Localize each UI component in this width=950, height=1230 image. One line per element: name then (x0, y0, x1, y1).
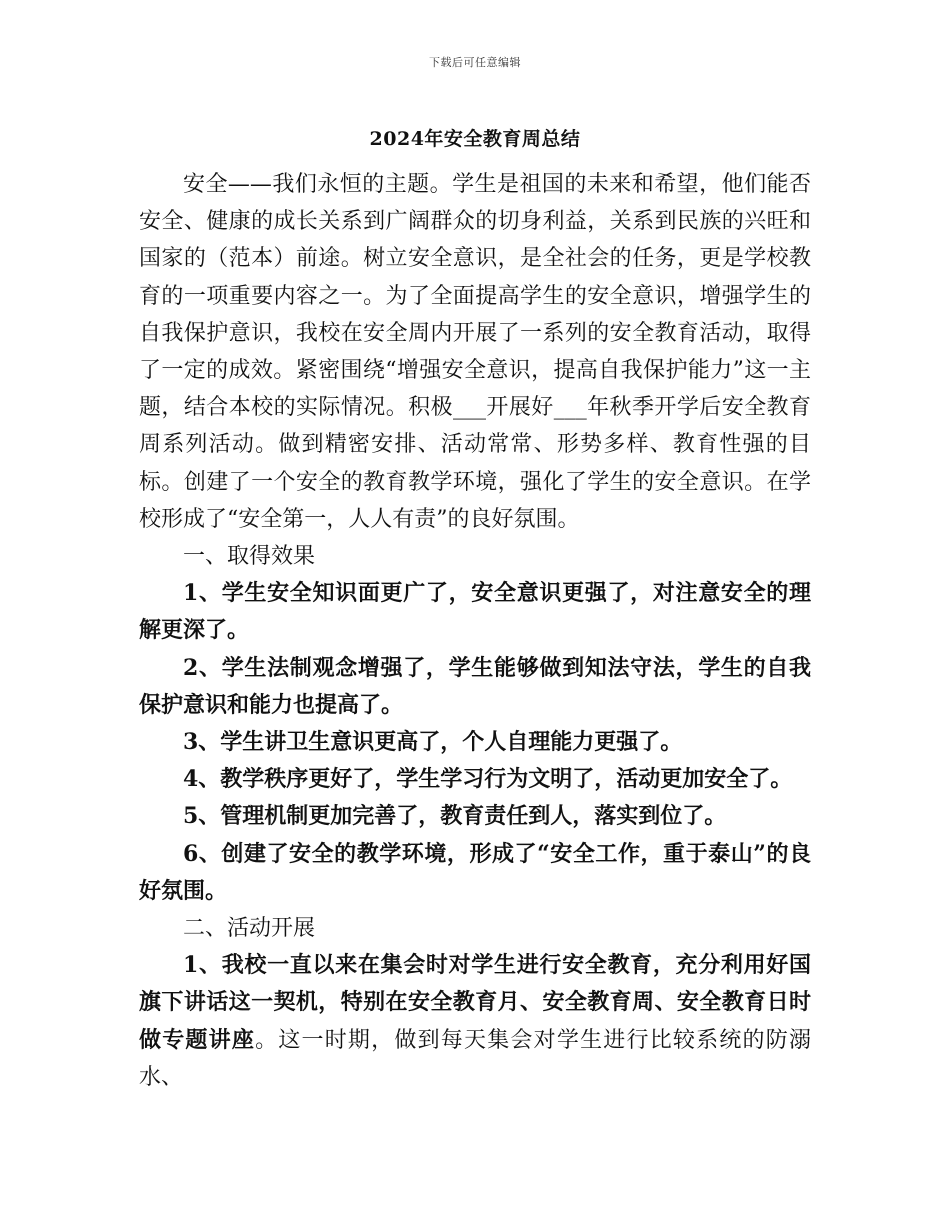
activity-item (139, 947, 811, 1096)
result-item: 4、教学秩序更好了，学生学习行为文明了，活动更加安全了。 (183, 766, 793, 793)
section-heading-results: 一、取得效果 (183, 544, 316, 570)
result-item: 5、管理机制更加完善了，教育责任到人，落实到位了。 (183, 803, 727, 830)
result-item: 1、学生安全知识面更广了，安全意识更强了，对注意安全的理解更深了。 (139, 580, 811, 644)
section-heading-activities: 二、活动开展 (183, 916, 316, 942)
document-title: 2024年安全教育周总结 (369, 128, 581, 150)
document-body (139, 166, 811, 1096)
activity-item-text: 。这一时期，做到每天集会对学生进行比较系统的防溺水、 (139, 1027, 811, 1090)
activity-item-bold-text: 1、我校一直以来在集会时对学生进行安全教育，充分利用好国旗下讲话这一契机，特别在安全教育月、安全教育周、安全教育日时做专题讲座 (139, 952, 811, 1053)
result-item: 6、创建了安全的教学环境，形成了“安全工作，重于泰山”的良好氛围。 (139, 840, 811, 904)
intro-paragraph: 安全——我们永恒的主题。学生是祖国的未来和希望，他们能否安全、健康的成长关系到广阔群众的切身利益，关系到民族的兴旺和国家的（范本）前途。树立安全意识，是全社会的任务，更是学校教育的一项重要内容之一。为了全面提高学生的安全意识，增强学生的自我保护意识，我校在安全周内开展了一系列的安全教育活动，取得了一定的成效。紧密围绕“增强安全意识，提高自我保护能力”这一主题，结合本校的实际情况。积极___开展好___年秋季开学后安全教育周系列活动。做到精密安排、活动常常、形势多样、教育性强的目标。创建了一个安全的教育教学环境，强化了学生的安全意识。在学校形成了“安全第一，人人有责”的良好氛围。 (139, 172, 811, 532)
result-item: 2、学生法制观念增强了，学生能够做到知法守法，学生的自我保护意识和能力也提高了。 (139, 654, 811, 718)
result-item: 3、学生讲卫生意识更高了，个人自理能力更强了。 (183, 729, 683, 756)
header-note: 下载后可任意编辑 (429, 56, 521, 69)
